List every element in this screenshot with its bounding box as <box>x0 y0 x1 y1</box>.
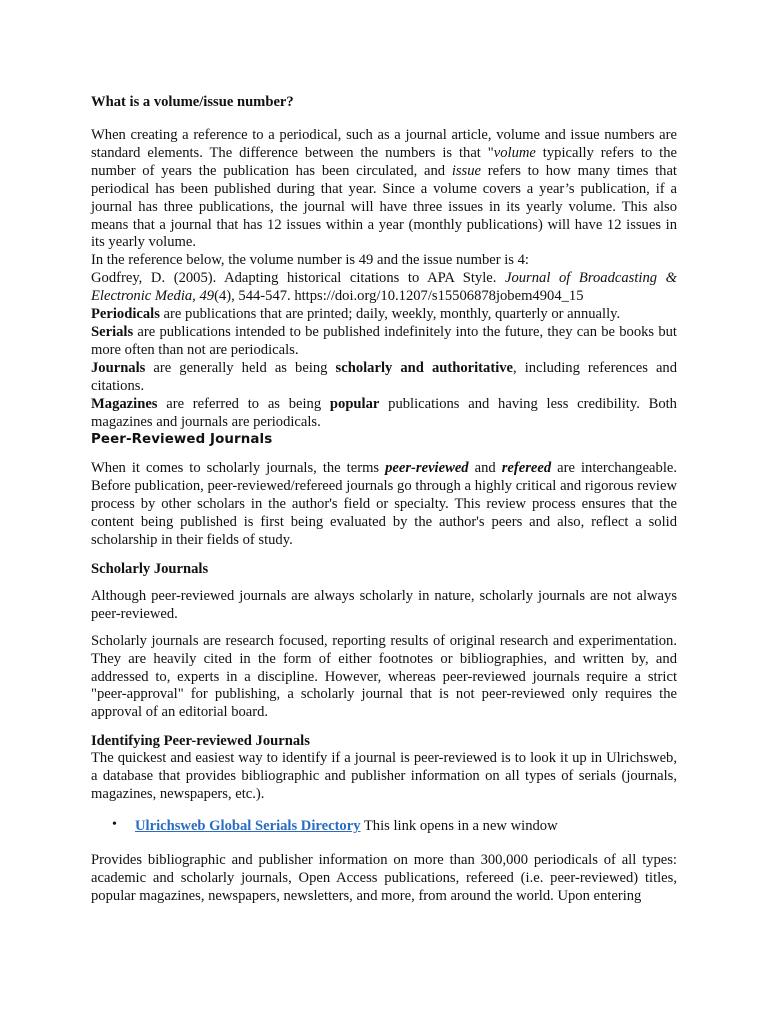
serials-text: are publications intended to be published indefinitely into the future, they can be books but more often than not are periodicals. <box>91 323 677 358</box>
journals-text-2: , including references and citations. <box>91 359 678 394</box>
scholarly-paragraph-2: Scholarly journals are research focused, reporting results of original research and experimentation. They are heavily cited in the form of either footnotes or bibliographies, and written by, and addressed to, experts in a discipline. However, whereas peer-reviewed journals require a strict "peer-approval" for publishing, a scholarly journal that is not peer-reviewed only requires the approval of an editorial board. <box>91 632 677 721</box>
peer-text-2: and <box>468 460 502 477</box>
peer-reviewed-term: peer-reviewed <box>385 460 469 477</box>
link-new-window-note: This link opens in a new window <box>360 818 558 834</box>
reference-intro: In the reference below, the volume number is 49 and the issue number is 4: <box>91 252 529 269</box>
scholarly-journals-heading: Scholarly Journals <box>91 560 209 577</box>
bullet-icon: • <box>112 817 117 832</box>
intro-text-3: refers to how many times that periodical has been published during that year. Since a volume covers a year’s publication, if a journal has three publications, the journal will have three issues in its yearly volume. This also means that a journal that has 12 issues within a year (monthly publications) will have 12 issues in its yearly volume. <box>91 162 677 251</box>
periodicals-text: are publications that are printed; daily, weekly, monthly, quarterly or annually. <box>159 306 621 323</box>
citation-journal: Journal of Broadcasting & Electronic Media, 49 <box>91 270 677 305</box>
journals-definition <box>91 360 677 396</box>
ulrichsweb-link[interactable]: Ulrichsweb Global Serials Directory <box>135 818 361 834</box>
issue-word: issue <box>451 162 481 179</box>
citation-text-2: (4), 544-547. https://doi.org/10.1207/s15506878jobem4904_15 <box>214 288 584 305</box>
journals-text-1: are generally held as being <box>145 359 336 376</box>
serials-term: Serials <box>91 323 134 340</box>
serials-definition <box>91 324 677 360</box>
magazines-text-1: are referred to as being <box>157 395 330 412</box>
periodicals-definition <box>91 306 677 324</box>
peer-reviewed-heading: Peer-Reviewed Journals <box>91 432 273 448</box>
volume-issue-intro-paragraph <box>91 127 677 252</box>
peer-text-3: are interchangeable. Before publication, peer-reviewed/refereed journals go through a highly critical and rigorous review process by other scholars in the author's field or specialty. This review process ensures that the content being published is first being evaluated by the author's peers and also, reflect a solid scholarship in their fields of study. <box>91 460 678 549</box>
provides-paragraph: Provides bibliographic and publisher information on more than 300,000 periodicals of all types: academic and scholarly journals, Open Access publications, refereed (i.e. peer-reviewed) titles, popular magazines, newspapers, newsletters, and more, from around the world. Upon entering <box>91 851 677 904</box>
refereed-term: refereed <box>501 460 552 477</box>
citation-text-1: Godfrey, D. (2005). Adapting historical citations to APA Style. <box>91 270 505 287</box>
magazines-definition <box>91 396 677 432</box>
journals-bold-phrase: scholarly and authoritative <box>335 359 514 376</box>
journals-term: Journals <box>91 359 146 376</box>
intro-text-2: typically refers to the number of years the publication has been circulated, and <box>91 144 677 179</box>
intro-text-1: When creating a reference to a periodical, such as a journal article, volume and issue numbers are standard elements. The difference between the numbers is that " <box>91 127 677 161</box>
volume-word: volume <box>493 144 536 161</box>
peer-reviewed-paragraph <box>91 460 677 550</box>
volume-issue-heading: What is a volume/issue number? <box>91 94 294 110</box>
document-page <box>91 93 677 906</box>
scholarly-paragraph-1: Although peer-reviewed journals are always scholarly in nature, scholarly journals are not always peer-reviewed. <box>91 587 677 622</box>
peer-text-1: When it comes to scholarly journals, the terms <box>91 460 386 477</box>
periodicals-term: Periodicals <box>91 306 160 323</box>
magazines-text-2: publications and having less credibility. Both magazines and journals are periodicals. <box>91 395 677 430</box>
identifying-paragraph: The quickest and easiest way to identify if a journal is peer-reviewed is to look it up in Ulrichsweb, a database that provides bibliographic and publisher information on all types of serials (journals, magazines, newspapers, etc.). <box>91 750 677 803</box>
ulrichsweb-list-item <box>91 818 677 836</box>
magazines-term: Magazines <box>91 395 158 412</box>
citation-paragraph <box>91 270 677 306</box>
identifying-heading: Identifying Peer-reviewed Journals <box>91 733 310 750</box>
magazines-bold-word: popular <box>329 395 380 412</box>
